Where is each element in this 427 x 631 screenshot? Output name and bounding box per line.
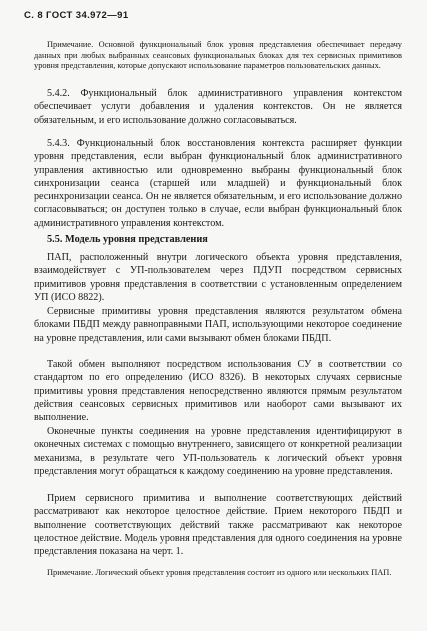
note-paragraph-2 (34, 568, 402, 579)
paragraph-receive (34, 492, 402, 558)
note-paragraph (34, 40, 402, 72)
paragraph-pap-text: ПАП, расположенный внутри логического объекта уровня представления, взаимодействует с УП-пользователем через ПДУП посредством сервисных примитивов уровня представления в соответствии с установленным определением УП (ИСО 8822). (34, 252, 402, 303)
section-heading (34, 233, 402, 246)
paragraph-exchange (34, 358, 402, 424)
clause-5-4-2 (34, 87, 402, 127)
clause-5-4-2-text: 5.4.2. Функциональный блок административного управления контекстом обеспечивает услуги добавления и удаления контекстов. Он не является обязательным, и его использование должно согласовываться. (34, 88, 402, 126)
paragraph-pap (34, 251, 402, 304)
paragraph-primitives-text: Сервисные примитивы уровня представления являются результатом обмена блоками ПБДП между равноправными ПАП, использующими некоторое соединение на уровне представления, или сами вызывают обмен блоками ПБДП. (34, 306, 402, 344)
clause-5-4-3 (34, 137, 402, 230)
paragraph-endpoints (34, 425, 402, 478)
note-text-2: Примечание. Логический объект уровня представления состоит из одного или нескольких ПАП. (47, 568, 392, 577)
page-header: С. 8 ГОСТ 34.972—91 (24, 10, 129, 21)
paragraph-receive-text: Прием сервисного примитива и выполнение соответствующих действий рассматривают как некоторое целостное действие. Прием некоторого ПБДП и выполнение соответствующих действий также рассматривают как некоторое целостное действие. Модель уровня представления для одного соединения на уровне представления показана на черт. 1. (34, 493, 402, 558)
paragraph-primitives (34, 305, 402, 345)
paragraph-endpoints-text: Оконечные пункты соединения на уровне представления идентифицируют в оконечных системах с помощью внутреннего, зависящего от конкретной реализации механизма, в результате чего УП-пользователь к логический объект уровня представления могут обращаться к каждому соединению на уровне представления. (34, 426, 402, 477)
note-text: Примечание. Основной функциональный блок уровня представления обеспечивает передачу данных при любых выбранных сеансовых функциональных блоках для тех сервисных примитивов уровня представления, которые допускают использование параметров пользовательских данных. (34, 40, 402, 71)
section-heading-text: 5.5. Модель уровня представления (47, 234, 208, 245)
paragraph-exchange-text: Такой обмен выполняют посредством использования СУ в соответствии со стандартом по его определению (ИСО 8326). В некоторых случаях сервисные примитивы уровня представления непосредственно являются прямым результатом действия сеансовых сервисных примитивов или наоборот сами вызывают их выполнение. (34, 359, 402, 424)
clause-5-4-3-text: 5.4.3. Функциональный блок восстановления контекста расширяет функции уровня представления, если выбран функциональный блок административного управления активностью или одновременно выбраны функциональный блок синхронизации сеанса (старшей или младшей) и функциональный блок ресинхронизации сеанса. Он не является обязательным, и его использование должно согласовываться; он доступен только в случае, если выбран функциональный блок административного управления контекстом. (34, 138, 402, 229)
